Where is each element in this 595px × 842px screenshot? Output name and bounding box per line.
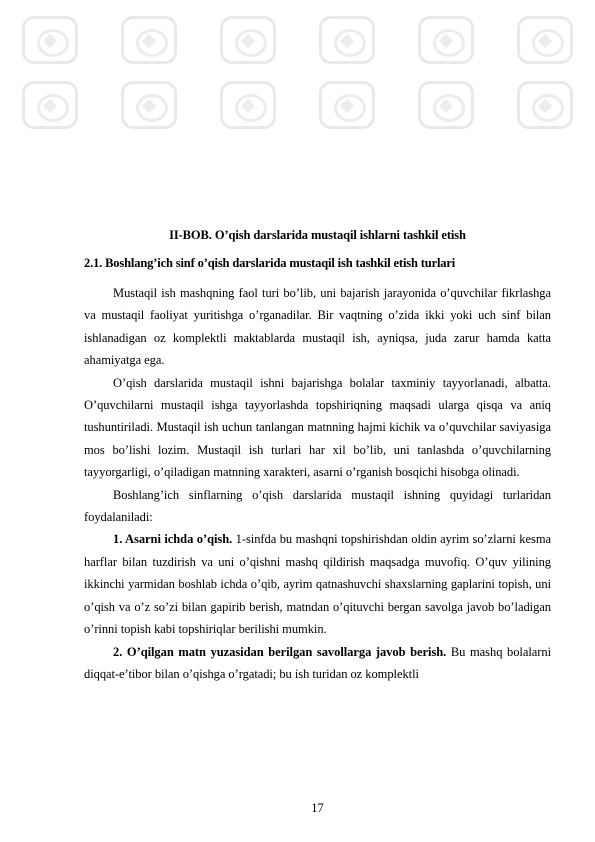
chapter-title: II-BOB. O’qish darslarida mustaqil ishlarni tashkil etish	[169, 228, 466, 242]
paragraph-lead: 1. Asarni ichda o’qish.	[113, 532, 233, 547]
paragraph-text: Boshlang’ich sinflarning o’qish darslarida mustaqil ishning quyidagi turlaridan foydalaniladi:	[84, 487, 551, 525]
watermark-logo-icon	[22, 16, 78, 64]
paragraph-text: O’qish darslarida mustaqil ishni bajarishga bolalar taxminiy tayyorlanadi, albatta. O’quvchilarni mustaqil ishga tayyorlashda topshiriqning maqsadi ularga qisqa va aniq tushuntiriladi. Mustaqil ish uchun tanlangan matnning hajmi kichik va o’quvchilar saviyasiga mos bo’lishi lozim. Mustaqil ish turlari har xil bo’lib, uni tanlashda o’quvchilarning tayyorgarligi, o’qiladigan matnning xarakteri, asarni o’rganish bosqichi hisobga olinadi.	[84, 375, 551, 480]
watermark-logo-icon	[220, 16, 276, 64]
watermark-logo-icon	[220, 81, 276, 129]
watermark-row	[0, 75, 595, 135]
watermark-logo-icon	[418, 81, 474, 129]
watermark-logo-icon	[319, 16, 375, 64]
paragraph	[84, 282, 551, 372]
paragraph-text: Bu mashq bolalarni diqqat-e’tibor bilan o’qishga o’rgatadi; bu ish turidan oz komplektli	[84, 644, 552, 681]
watermark-logo-icon	[319, 81, 375, 129]
page-content	[84, 226, 551, 685]
paragraph	[84, 372, 551, 484]
paragraph-text: Mustaqil ish mashqning faol turi bo’lib, uni bajarish jarayonida o’quvchilar fikrlashga va mustaqil faoliyat yuritishga o’rganadilar. Bir vaqtning o’zida ikki yoki uch sinf bilan ishlanadigan oz komplektli maktablarda mustaqil ish, ayniqsa, juda zarur hamda katta ahamiyatga ega.	[84, 286, 551, 368]
watermark-row	[0, 10, 595, 70]
watermark-logo-icon	[418, 16, 474, 64]
watermark-logo-icon	[121, 81, 177, 129]
paragraph	[84, 528, 551, 640]
paragraph	[84, 484, 551, 529]
watermark-logo-icon	[121, 16, 177, 64]
page-number: 17	[311, 801, 324, 815]
paragraph-text: 1-sinfda bu mashqni topshirishdan oldin ayrim so’zlarni kesma harflar bilan tuzdirish va uni o’qishni mashq qildirish maqsadga muvofiq. O’quv yilining ikkinchi yarmidan boshlab ichda o’qib, ayrim qatnashuvchi shaxslarning gaplarini topish, uni o’qish va o’z so’zi bilan gapirib berish, matndan o’qituvchi bergan savolga javob bo’ladigan o’rinni topish kabi topshiriqlar berilishi mumkin.	[84, 532, 551, 637]
watermark-logo-icon	[517, 16, 573, 64]
watermark-band	[0, 0, 595, 150]
section-title: 2.1. Boshlang’ich sinf o’qish darslarida mustaqil ish tashkil etish turlari	[84, 256, 456, 270]
paragraph	[84, 641, 551, 686]
paragraph-lead: 2. O’qilgan matn yuzasidan berilgan savollarga javob berish.	[113, 644, 447, 659]
watermark-logo-icon	[517, 81, 573, 129]
watermark-logo-icon	[22, 81, 78, 129]
